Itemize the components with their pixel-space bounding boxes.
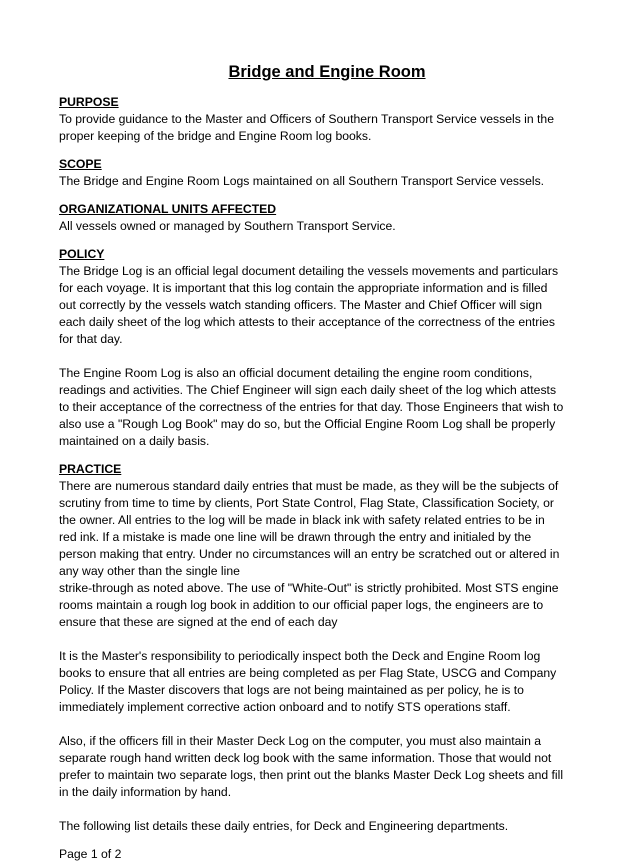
page-number: Page 1 of 2 [59, 847, 122, 861]
text-line: the owner. All entries to the log will be made in black ink with safety related entries to be in [59, 513, 545, 527]
text-line: strike-through as noted above. The use of "White-Out" is strictly prohibited. Most STS engine [59, 581, 559, 595]
text-line: to their acceptance of the correctness of the entries for that day. Those Engineers that wish to [59, 400, 564, 414]
section-purpose [59, 94, 581, 145]
paragraph [59, 478, 581, 631]
document-page [59, 62, 581, 863]
text-line: prefer to maintain two separate logs, then print out the blanks Master Deck Log sheets and fill [59, 768, 564, 782]
text-line: Policy. If the Master discovers that logs are not being maintained as per policy, he is to [59, 683, 524, 697]
section-heading: PURPOSE [59, 95, 119, 109]
paragraph [59, 218, 581, 235]
text-line: for each voyage. It is important that this log contain the appropriate information and is filled [59, 281, 548, 295]
text-line: out correctly by the vessels watch standing officers. The Master and Chief Officer will sign [59, 298, 542, 312]
text-line: red ink. If a mistake is made one line will be drawn through the entry and initialed by the [59, 530, 532, 544]
section-heading: ORGANIZATIONAL UNITS AFFECTED [59, 202, 277, 216]
text-line: rooms maintain a rough log book in addition to our official paper logs, the engineers are to [59, 598, 544, 612]
section-heading: PRACTICE [59, 462, 122, 476]
paragraph [59, 733, 581, 801]
text-line: maintained on a daily basis. [59, 434, 210, 448]
text-line: separate rough hand written deck log book with the same information. Those that would not [59, 751, 552, 765]
text-line: readings and activities. The Chief Engineer will sign each daily sheet of the log which attests [59, 383, 557, 397]
section-practice [59, 461, 581, 835]
text-line: any way other than the single line [59, 564, 240, 578]
text-line: scrutiny from time to time by clients, Port State Control, Flag State, Classification Society, or [59, 496, 554, 510]
section-heading: POLICY [59, 247, 105, 261]
text-line: There are numerous standard daily entries that must be made, as they will be the subjects of [59, 479, 559, 493]
text-line: in the daily information by hand. [59, 785, 232, 799]
document-body [59, 94, 581, 835]
text-line: The following list details these daily entries, for Deck and Engineering departments. [59, 819, 509, 833]
text-line: for that day. [59, 332, 123, 346]
text-line: ensure that these are signed at the end of each day [59, 615, 338, 629]
text-line: All vessels owned or managed by Southern Transport Service. [59, 219, 396, 233]
text-line: proper keeping of the bridge and Engine Room log books. [59, 129, 372, 143]
section-heading: SCOPE [59, 157, 102, 171]
text-line: It is the Master's responsibility to periodically inspect both the Deck and Engine Room log [59, 649, 541, 663]
text-line: books to ensure that all entries are being completed as per Flag State, USCG and Company [59, 666, 557, 680]
paragraph [59, 111, 581, 145]
text-line: immediately implement corrective action onboard and to notify STS operations staff. [59, 700, 511, 714]
text-line: each daily sheet of the log which attests to their acceptance of the correctness of the entries [59, 315, 555, 329]
text-line: To provide guidance to the Master and Officers of Southern Transport Service vessels in the [59, 112, 554, 126]
paragraph [59, 263, 581, 348]
section-scope [59, 156, 581, 190]
paragraph [59, 173, 581, 190]
paragraph [59, 648, 581, 716]
text-line: The Bridge and Engine Room Logs maintained on all Southern Transport Service vessels. [59, 174, 545, 188]
text-line: Also, if the officers fill in their Master Deck Log on the computer, you must also maintain a [59, 734, 542, 748]
text-line: also use a "Rough Log Book" may do so, but the Official Engine Room Log shall be properly [59, 417, 556, 431]
section-organizational-units-affected [59, 201, 581, 235]
section-policy [59, 246, 581, 450]
text-line: The Engine Room Log is also an official document detailing the engine room conditions, [59, 366, 533, 380]
text-line: person making that entry. Under no circumstances will an entry be scratched out or altered in [59, 547, 560, 561]
text-line: The Bridge Log is an official legal document detailing the vessels movements and particulars [59, 264, 559, 278]
paragraph [59, 818, 581, 835]
paragraph [59, 365, 581, 450]
document-title: Bridge and Engine Room [228, 63, 426, 81]
